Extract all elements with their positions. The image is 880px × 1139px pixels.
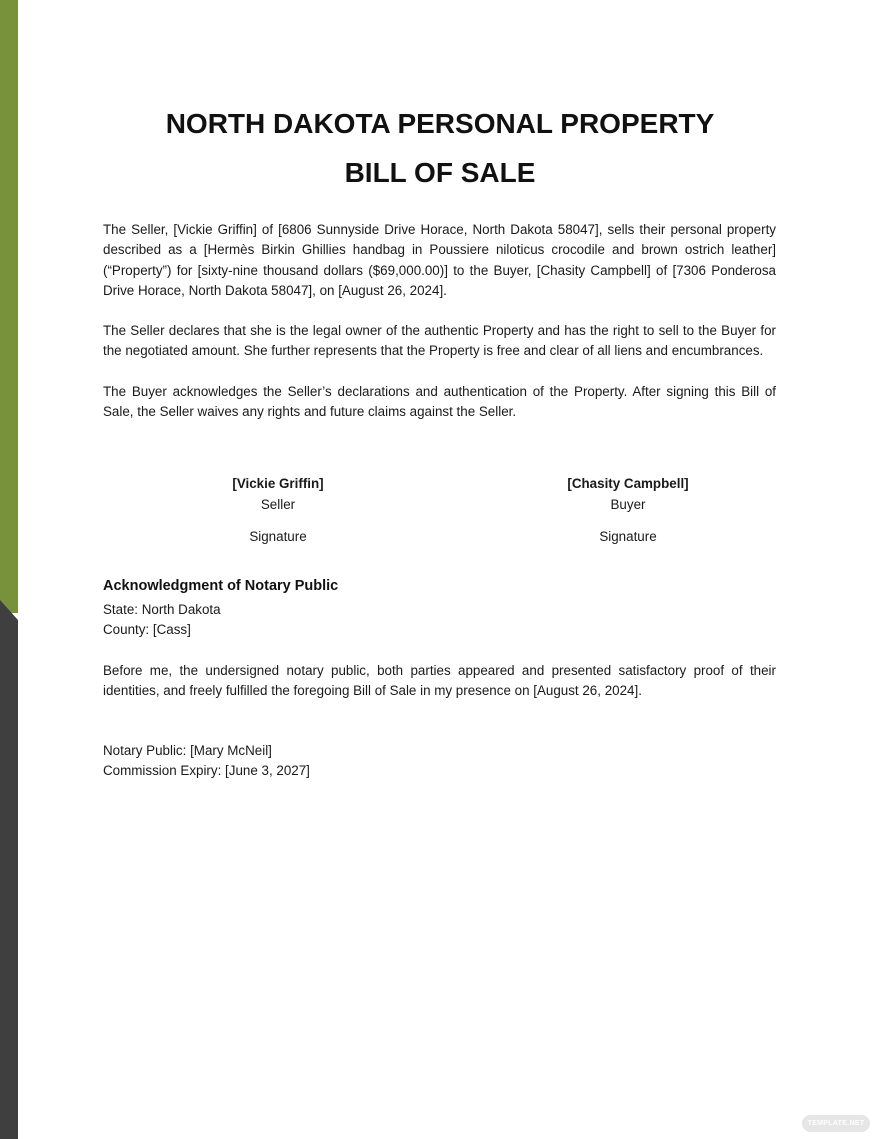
notary-public-name: Notary Public: [Mary McNeil] bbox=[103, 743, 272, 758]
decorative-dark-bar bbox=[0, 600, 18, 1139]
seller-name: [Vickie Griffin] bbox=[232, 476, 324, 491]
notary-county: County: [Cass] bbox=[103, 622, 191, 637]
buyer-name: [Chasity Campbell] bbox=[567, 476, 689, 491]
decorative-green-bar bbox=[0, 0, 18, 613]
buyer-role: Buyer bbox=[610, 497, 646, 512]
seller-role: Seller bbox=[260, 497, 296, 512]
acknowledgment-paragraph: The Buyer acknowledges the Seller’s declarations and authentication of the Property. After signing this Bill of Sale, the Seller waives any rights and future claims against the Seller. bbox=[103, 384, 776, 420]
commission-expiry: Commission Expiry: [June 3, 2027] bbox=[103, 763, 310, 778]
notary-heading: Acknowledgment of Notary Public bbox=[103, 578, 339, 594]
buyer-signature-block bbox=[508, 473, 748, 547]
sale-paragraph: The Seller, [Vickie Griffin] of [6806 Sunnyside Drive Horace, North Dakota 58047], sells their personal property described as a [Hermès Birkin Ghillies handbag in Poussiere niloticus crocodile and brown ostrich leather] (“Property”) for [sixty-nine thousand dollars ($69,000.00)] to the Buyer, [Chasity Campbell] of [7306 Ponderosa Drive Horace, North Dakota 58047], on [August 26, 2024]. bbox=[103, 222, 776, 298]
watermark-badge: TEMPLATE.NET bbox=[802, 1115, 870, 1132]
notary-statement: Before me, the undersigned notary public, both parties appeared and presented satisfactory proof of their identities, and freely fulfilled the foregoing Bill of Sale in my presence on [August 26, 2024]. bbox=[103, 663, 776, 699]
document-title-line-1: NORTH DAKOTA PERSONAL PROPERTY bbox=[165, 108, 715, 139]
notary-state: State: North Dakota bbox=[103, 602, 221, 617]
buyer-signature-label: Signature bbox=[599, 529, 657, 544]
seller-signature-block bbox=[158, 473, 398, 547]
seller-signature-label: Signature bbox=[249, 529, 307, 544]
document-title-line-2: BILL OF SALE bbox=[344, 157, 536, 188]
ownership-paragraph: The Seller declares that she is the legal owner of the authentic Property and has the right to sell to the Buyer for the negotiated amount. She further represents that the Property is free and clear of all liens and encumbrances. bbox=[103, 323, 776, 359]
